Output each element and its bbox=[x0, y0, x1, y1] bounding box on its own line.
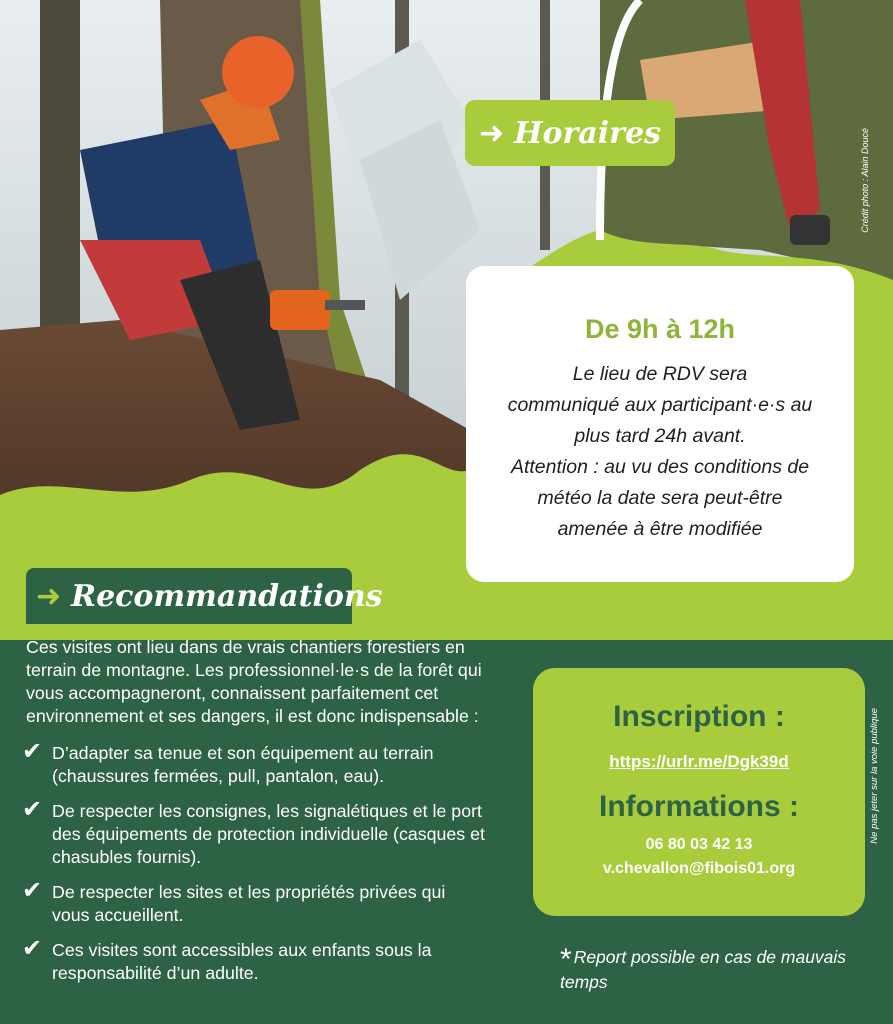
check-icon: ✔ bbox=[22, 738, 43, 765]
asterisk-icon: * bbox=[560, 943, 572, 976]
check-icon: ✔ bbox=[22, 877, 43, 904]
list-item bbox=[22, 935, 486, 985]
list-item bbox=[22, 877, 486, 927]
arrow-right-icon: ➜ bbox=[36, 578, 62, 614]
hours-line: Attention : au vu des conditions de bbox=[510, 456, 810, 478]
hours-line: météo la date sera peut-être bbox=[537, 487, 783, 509]
report-text: Report possible en cas de mauvais temps bbox=[560, 947, 847, 992]
hours-line: Le lieu de RDV sera bbox=[572, 363, 748, 385]
hours-body bbox=[486, 359, 834, 545]
photo-credit: Crédit photo : Alain Doucé bbox=[860, 128, 870, 233]
check-icon: ✔ bbox=[22, 935, 43, 962]
hours-title: De 9h à 12h bbox=[584, 314, 736, 344]
list-item-text: De respecter les sites et les propriétés privées qui vous accueillent. bbox=[52, 882, 446, 925]
check-icon: ✔ bbox=[22, 796, 43, 823]
list-item-text: Ces visites sont accessibles aux enfants sous la responsabilité d’un adulte. bbox=[52, 940, 432, 983]
report-note bbox=[560, 943, 860, 993]
inscription-link[interactable]: https://urlr.me/Dgk39d bbox=[609, 752, 789, 771]
recommandations-list bbox=[22, 738, 486, 985]
informations-title: Informations : bbox=[599, 790, 799, 823]
horaires-label: Horaires bbox=[514, 115, 661, 151]
disposal-notice: Ne pas jeter sur la voie publique bbox=[869, 708, 880, 844]
horaires-ribbon bbox=[465, 100, 675, 166]
recommandations-intro: Ces visites ont lieu dans de vrais chantiers forestiers en terrain de montagne. Les professionnel·le·s de la forêt qui vous accompagneront, connaissent parfaitement cet environnement et ses dangers, il est donc indispensable : bbox=[26, 637, 482, 726]
inscription-card bbox=[533, 668, 865, 916]
phone-number: 06 80 03 42 13 bbox=[645, 836, 753, 853]
list-item bbox=[22, 796, 486, 869]
hours-line: amenée à être modifiée bbox=[557, 518, 763, 540]
list-item-text: D’adapter sa tenue et son équipement au terrain (chaussures fermées, pull, pantalon, eau). bbox=[52, 743, 434, 786]
arrow-right-icon: ➜ bbox=[479, 115, 505, 151]
recommandations-text bbox=[22, 636, 486, 997]
email-address: v.chevallon@fibois01.org bbox=[602, 860, 796, 877]
inscription-title: Inscription : bbox=[613, 700, 785, 733]
list-item-text: De respecter les consignes, les signalétiques et le port des équipements de protection individuelle (casques et chasubles fournis). bbox=[52, 801, 485, 867]
hours-line: plus tard 24h avant. bbox=[574, 425, 746, 447]
hours-card bbox=[466, 266, 854, 582]
recommandations-ribbon bbox=[26, 568, 383, 624]
recommandations-label: Recommandations bbox=[71, 578, 383, 614]
list-item bbox=[22, 738, 486, 788]
hours-line: communiqué aux participant·e·s au bbox=[507, 394, 813, 416]
